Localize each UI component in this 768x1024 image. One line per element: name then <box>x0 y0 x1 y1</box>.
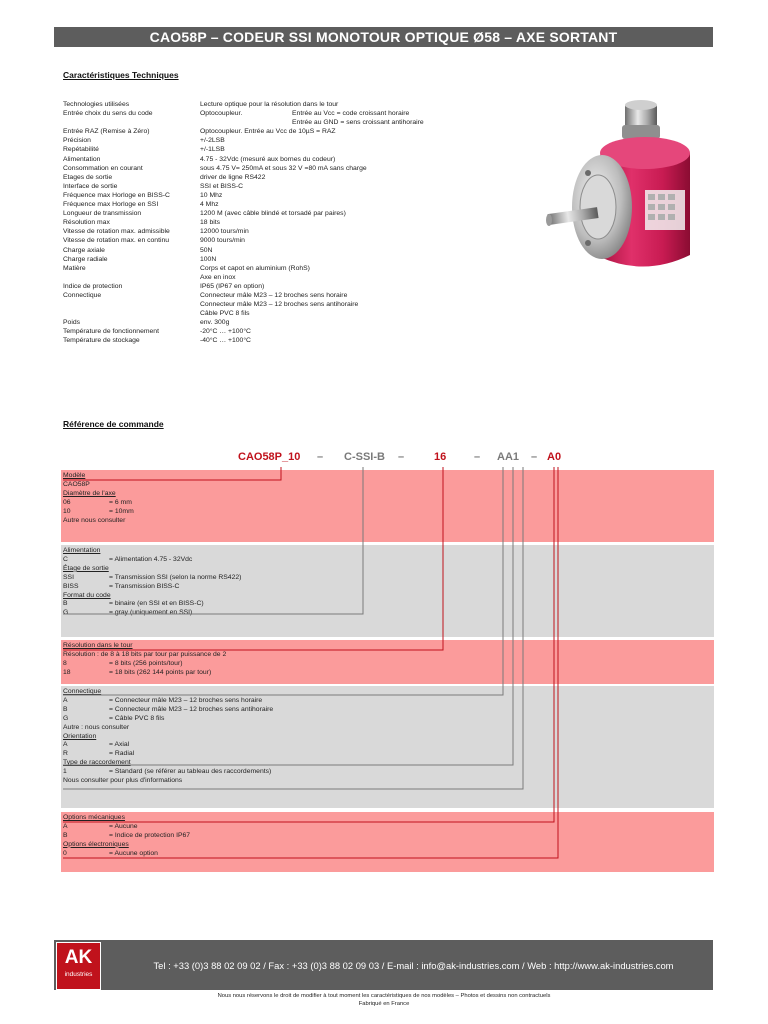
order-heading: Référence de commande <box>63 419 164 429</box>
order-group-heading: Résolution dans le tour <box>63 642 133 649</box>
option-code: 1 <box>63 768 67 776</box>
order-note: Autre nous consulter <box>63 516 126 524</box>
spec-row <box>63 246 424 255</box>
spec-row <box>63 164 424 173</box>
spec-label: Interface de sortie <box>63 182 118 190</box>
order-group-heading: Type de raccordement <box>63 759 131 767</box>
order-block <box>61 640 714 684</box>
spec-row <box>63 109 424 118</box>
spec-value-detail: Entrée au GND = sens croissant antihoraire <box>292 119 424 127</box>
order-group-heading: Options mécaniques <box>63 814 125 821</box>
option-code: R <box>63 750 68 758</box>
option-code: 06 <box>63 498 71 506</box>
order-block <box>61 686 714 808</box>
spec-row <box>63 309 424 318</box>
order-option <box>63 768 271 776</box>
spec-row <box>63 273 424 282</box>
spec-value-detail: Entrée au Vcc = code croissant horaire <box>292 110 410 118</box>
spec-label: Repétabilité <box>63 146 99 154</box>
spec-row <box>63 227 424 236</box>
ak-industries-logo <box>56 942 101 990</box>
order-note: Autre : nous consulter <box>63 723 130 731</box>
spec-row <box>63 218 424 227</box>
order-option <box>63 609 192 617</box>
spec-label: Indice de protection <box>63 282 123 290</box>
option-description: = Alimentation 4.75 - 32Vdc <box>109 555 193 563</box>
spec-label: Vitesse de rotation max. admissible <box>63 228 170 236</box>
spec-label: Précision <box>63 137 91 145</box>
spec-row <box>63 209 424 218</box>
order-block <box>61 545 714 637</box>
spec-value: Lecture optique pour la résolution dans le tour <box>200 101 339 108</box>
order-note: Nous consulter pour plus d'informations <box>63 777 183 784</box>
option-description: = 18 bits (262 144 points par tour) <box>109 668 212 676</box>
footer-origin: Fabriqué en France <box>358 1001 410 1007</box>
spec-value: env. 300g <box>200 319 230 327</box>
option-code: BISS <box>63 582 79 590</box>
spec-label <box>63 300 200 309</box>
spec-label <box>63 309 200 318</box>
order-group-heading: Diamètre de l'axe <box>63 489 116 497</box>
code-part-resolution: 16 <box>434 451 447 463</box>
order-option <box>63 499 132 507</box>
order-block <box>61 812 714 872</box>
spec-label: Connectique <box>63 291 102 299</box>
spec-value: 18 bits <box>200 219 221 227</box>
spec-value: Connecteur mâle M23 – 12 broches sens antihoraire <box>200 301 359 309</box>
spec-row <box>63 136 424 145</box>
order-option <box>63 832 190 840</box>
order-option <box>63 556 192 564</box>
spec-value: 100N <box>200 255 217 263</box>
order-option <box>63 823 138 831</box>
order-option <box>63 697 262 705</box>
spec-value: 12000 tours/min <box>200 228 249 236</box>
order-option <box>63 715 164 723</box>
code-dash: – <box>531 451 538 463</box>
spec-value: sous 4.75 V= 250mA et sous 32 V =80 mA sans charge <box>200 164 367 172</box>
spec-label: Charge axiale <box>63 246 105 254</box>
option-description: = Transmission SSI (selon la norme RS422) <box>109 573 242 581</box>
spec-value: Connecteur mâle M23 – 12 broches sens horaire <box>200 291 348 299</box>
spec-label: Consommation en courant <box>63 164 143 172</box>
spec-value <box>200 118 424 127</box>
option-code: 0 <box>63 849 67 857</box>
spec-value: 9000 tours/min <box>200 237 245 245</box>
code-part-electrical: C-SSI-B <box>344 451 385 463</box>
spec-value: 1200 M (avec câble blindé et torsadé par paires) <box>200 210 346 218</box>
encoder-product-image <box>540 95 710 295</box>
spec-row <box>63 145 424 154</box>
option-code: C <box>63 555 68 563</box>
option-description: = Connecteur mâle M23 – 12 broches sens antihoraire <box>109 705 274 713</box>
spec-value: Câble PVC 8 fils <box>200 310 250 318</box>
spec-row <box>63 336 424 345</box>
spec-row <box>63 191 424 200</box>
spec-row <box>63 291 424 300</box>
order-option <box>63 669 211 677</box>
spec-value: +/-1LSB <box>200 146 225 154</box>
order-option <box>63 508 134 516</box>
spec-value-part: Optocoupleur. <box>200 110 243 118</box>
spec-value: 4.75 - 32Vdc (mesuré aux bornes du codeur) <box>200 155 336 163</box>
option-code: 10 <box>63 507 71 515</box>
option-code: B <box>63 831 68 839</box>
order-option <box>63 583 179 591</box>
order-option <box>63 600 204 608</box>
spec-label: Entrée choix du sens du code <box>63 110 153 118</box>
spec-label <box>63 118 200 127</box>
option-description: = Aucune <box>109 822 138 830</box>
option-description: = Aucune option <box>109 849 158 857</box>
logo-text: AK <box>64 947 93 968</box>
spec-row <box>63 327 424 336</box>
option-description: = Câble PVC 8 fils <box>109 714 165 722</box>
code-part-connection: AA1 <box>497 451 520 463</box>
option-code: 8 <box>63 659 67 667</box>
spec-label: Température de stockage <box>63 337 140 345</box>
spec-label: Température de fonctionnement <box>63 328 159 336</box>
spec-value <box>200 109 409 118</box>
option-code: A <box>63 822 68 830</box>
spec-value: -40°C … +100°C <box>200 337 251 345</box>
order-group-heading: Options électroniques <box>63 840 129 848</box>
spec-label <box>63 273 200 282</box>
order-option <box>63 481 109 489</box>
spec-row <box>63 264 424 273</box>
order-group-heading: Format du code <box>63 591 111 599</box>
spec-row <box>63 200 424 209</box>
spec-value: -20°C … +100°C <box>200 328 251 336</box>
spec-label: Charge radiale <box>63 255 108 263</box>
code-part-options: A0 <box>547 451 562 463</box>
footer-bar <box>54 940 713 990</box>
spec-row <box>63 173 424 182</box>
spec-row <box>63 282 424 291</box>
order-group-heading: Orientation <box>63 732 97 740</box>
order-option <box>63 660 183 668</box>
code-dash: – <box>474 451 481 463</box>
spec-label: Fréquence max Horloge en SSI <box>63 201 159 209</box>
option-description: = gray (uniquement en SSI) <box>109 609 193 617</box>
spec-label: Vitesse de rotation max. en continu <box>63 237 170 245</box>
order-group-heading: Modèle <box>63 472 86 479</box>
spec-row <box>63 155 424 164</box>
page-title: CAO58P – CODEUR SSI MONOTOUR OPTIQUE Ø58 – AXE SORTANT <box>54 27 713 47</box>
option-description: = Axial <box>109 741 130 749</box>
specs-table <box>63 100 424 346</box>
order-block <box>61 470 714 542</box>
order-group-heading: Étage de sortie <box>63 564 109 572</box>
option-description: = Standard (se référer au tableau des raccordements) <box>109 768 272 776</box>
order-option <box>63 750 134 758</box>
spec-value: SSI et BISS-C <box>200 182 244 190</box>
option-code: CAO58P <box>63 480 90 488</box>
option-description: = Radial <box>109 750 135 758</box>
spec-value: Axe en inox <box>200 273 236 281</box>
spec-value: +/-2LSB <box>200 137 225 145</box>
spec-label: Alimentation <box>63 155 101 163</box>
spec-label: Entrée RAZ (Remise à Zéro) <box>63 128 150 136</box>
spec-value: Optocoupleur. Entrée au Vcc de 10µS = RAZ <box>200 128 336 136</box>
spec-value: IP65 (IP67 en option) <box>200 282 265 290</box>
option-description: = 8 bits (256 points/tour) <box>109 659 183 667</box>
option-code: SSI <box>63 573 74 581</box>
option-description: = 6 mm <box>109 498 132 506</box>
order-option <box>63 574 241 582</box>
footer-contact: Tel : +33 (0)3 88 02 09 02 / Fax : +33 (0)3 88 02 09 03 / E-mail : info@ak-industries.com / Web : http://www.ak-industries.com <box>153 959 674 971</box>
option-description: = binaire (en SSI et en BISS-C) <box>109 600 204 608</box>
order-note: Résolution : de 8 à 18 bits par tour par puissance de 2 <box>63 650 227 658</box>
spec-row <box>63 100 424 109</box>
option-code: G <box>63 714 69 722</box>
spec-row <box>63 300 424 309</box>
spec-value: 10 Mhz <box>200 191 223 199</box>
code-part-model: CAO58P_10 <box>238 451 301 463</box>
option-code: B <box>63 600 68 608</box>
option-code: A <box>63 741 68 749</box>
specs-heading: Caractéristiques Techniques <box>63 70 179 80</box>
logo-subtext: industries <box>64 971 93 978</box>
spec-label: Technologies utilisées <box>63 101 130 108</box>
spec-row <box>63 236 424 245</box>
spec-value: Corps et capot en aluminium (RohS) <box>200 264 310 272</box>
code-dash: – <box>317 451 324 463</box>
order-option <box>63 706 273 714</box>
spec-value: 4 Mhz <box>200 201 219 209</box>
footer-disclaimer: Nous nous réservons le droit de modifier à tout moment les caractéristiques de nos modèles – Photos et dessins non contractuels <box>217 993 551 999</box>
option-description: = Connecteur mâle M23 – 12 broches sens horaire <box>109 696 263 704</box>
option-description: = 10mm <box>109 507 134 515</box>
spec-label: Longueur de transmission <box>63 210 142 218</box>
option-description: = Indice de protection IP67 <box>109 831 191 839</box>
spec-label: Poids <box>63 319 81 327</box>
order-code <box>0 451 768 465</box>
spec-label: Etages de sortie <box>63 173 113 181</box>
spec-label: Matière <box>63 264 86 272</box>
spec-label: Fréquence max Horloge en BISS-C <box>63 191 170 199</box>
option-description: = Transmission BISS-C <box>109 582 180 590</box>
spec-label: Résolution max <box>63 219 110 227</box>
spec-row <box>63 127 424 136</box>
option-code: G <box>63 609 69 617</box>
spec-row <box>63 118 424 127</box>
option-code: B <box>63 705 68 713</box>
option-code: 18 <box>63 668 71 676</box>
option-code: A <box>63 696 68 704</box>
spec-row <box>63 318 424 327</box>
order-option <box>63 850 158 858</box>
spec-value: driver de ligne RS422 <box>200 173 266 181</box>
order-option <box>63 741 129 749</box>
spec-value: 50N <box>200 246 213 254</box>
spec-row <box>63 182 424 191</box>
order-group-heading: Alimentation <box>63 547 101 554</box>
order-group-heading: Connectique <box>63 688 102 695</box>
code-dash: – <box>398 451 405 463</box>
spec-row <box>63 255 424 264</box>
